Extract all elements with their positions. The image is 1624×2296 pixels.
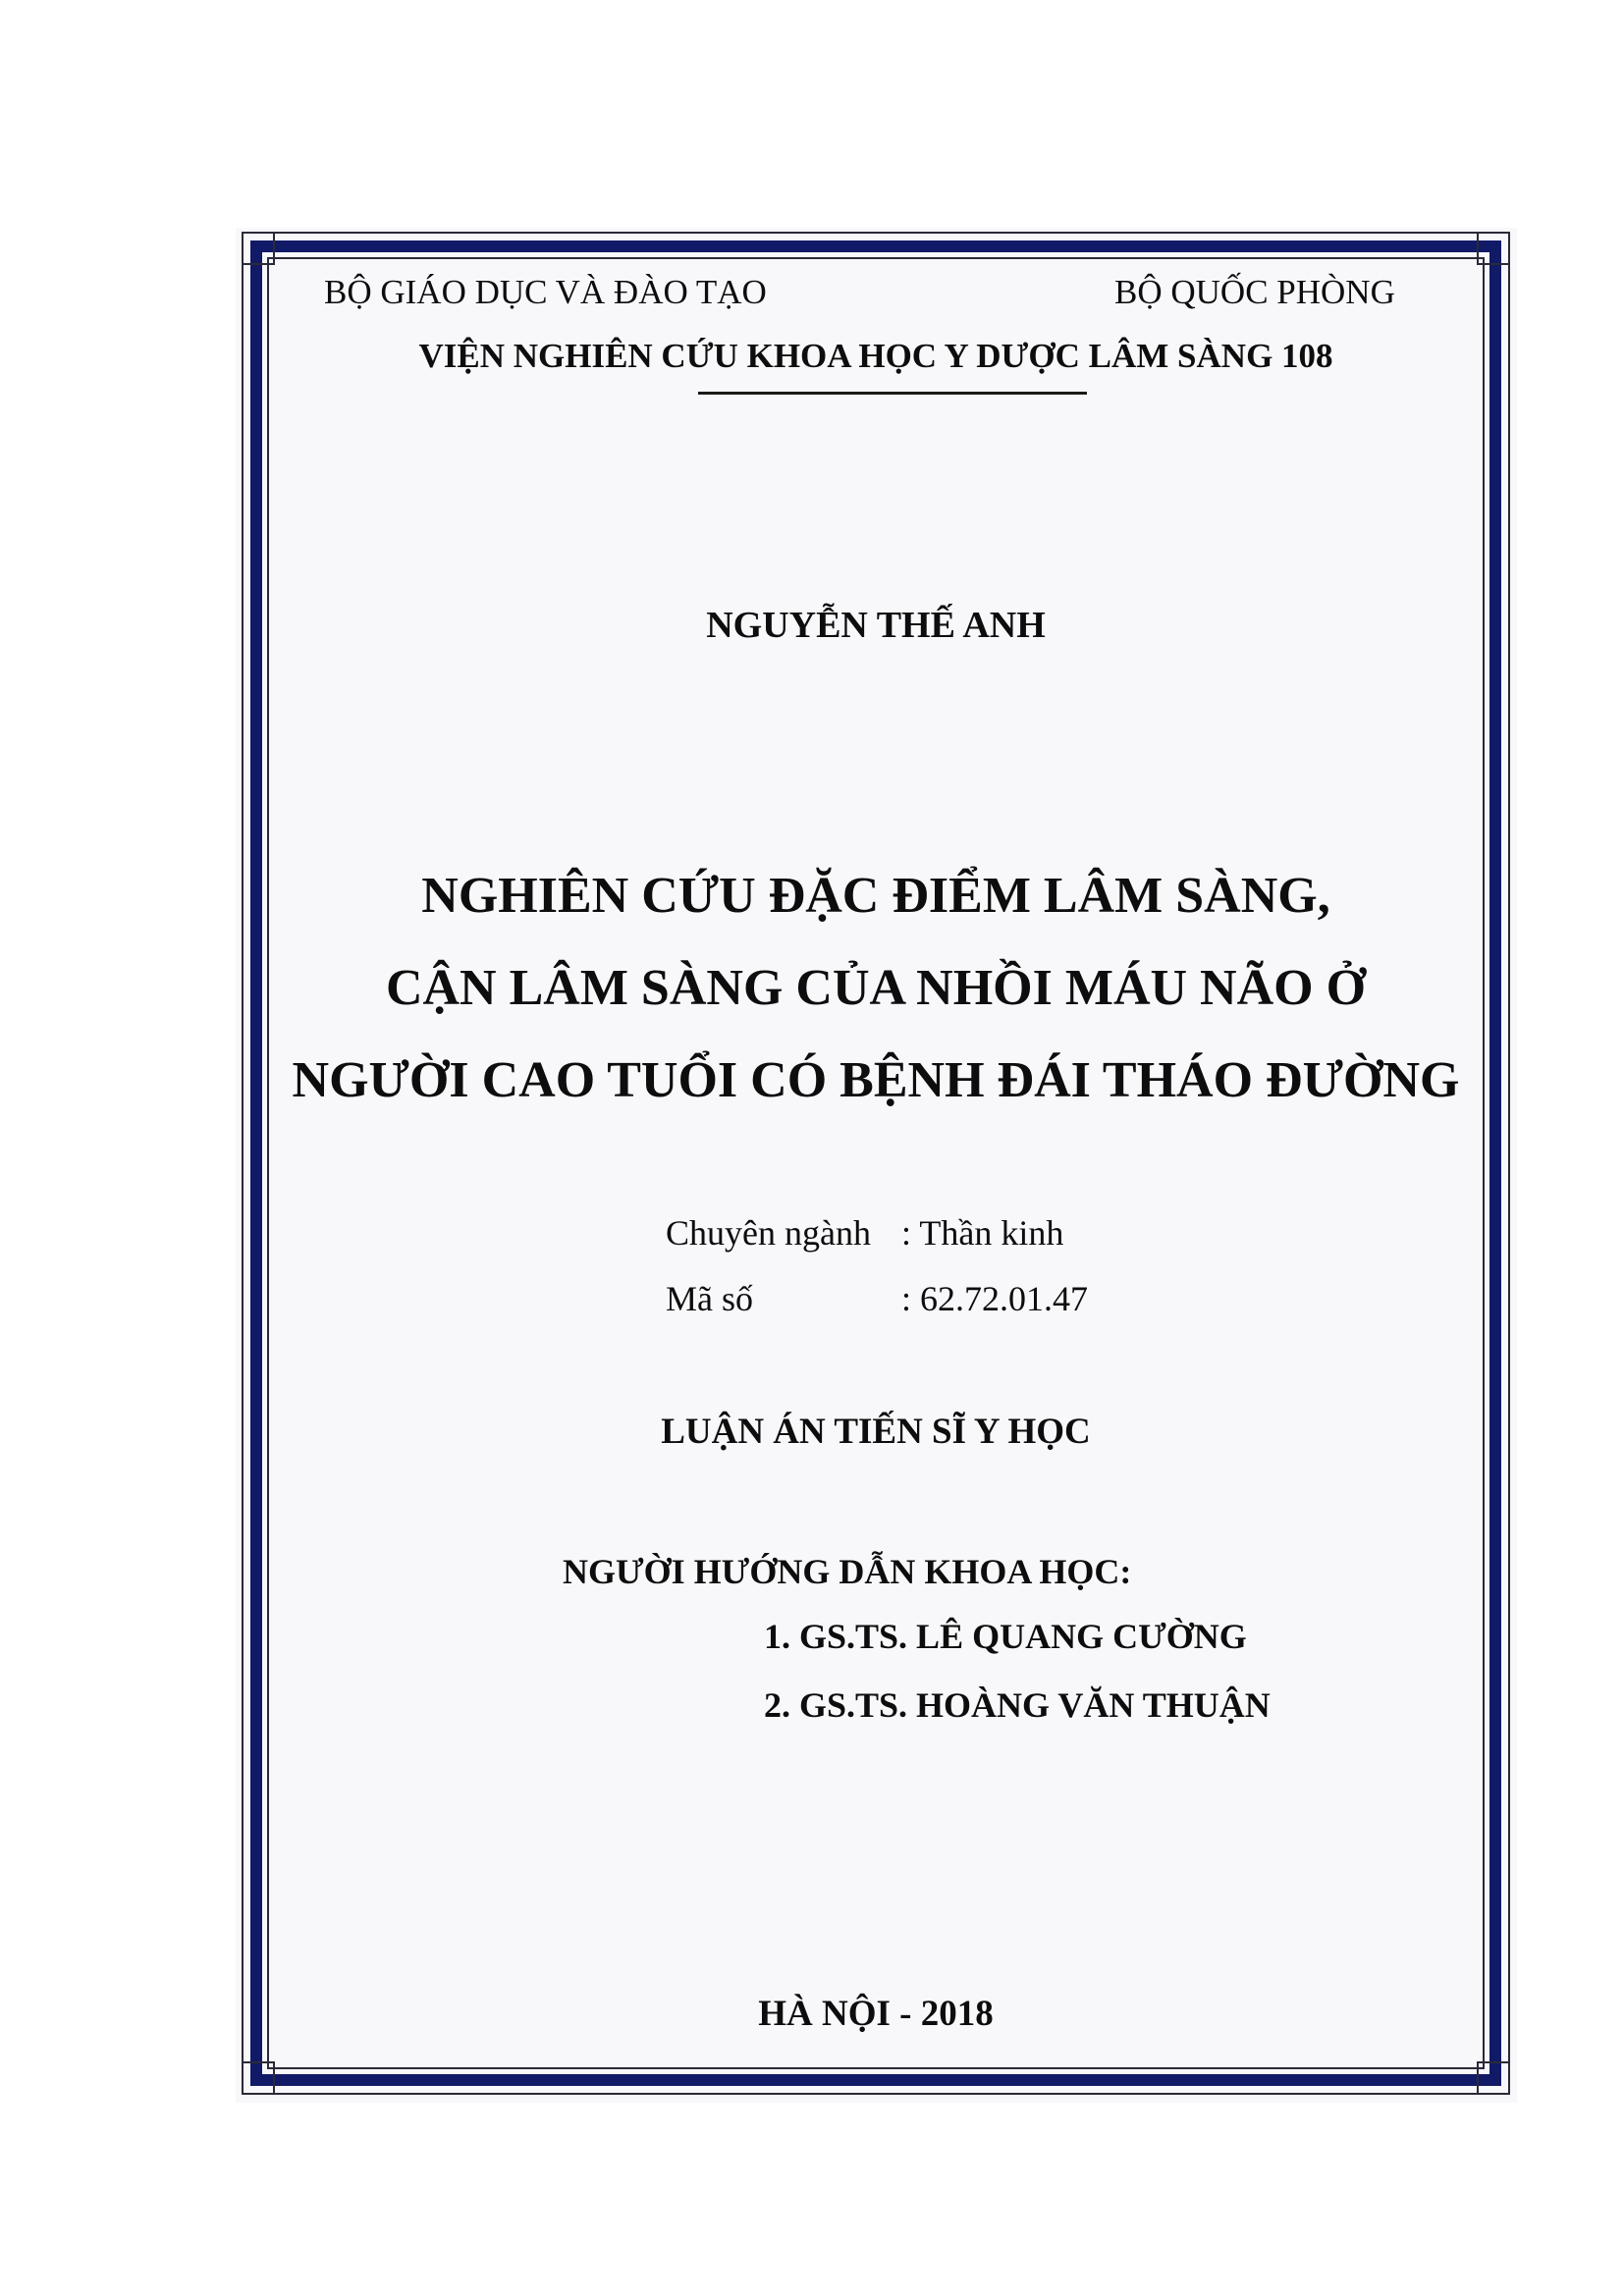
author-name: NGUYỄN THẾ ANH: [706, 605, 1046, 646]
specialty-value: : Thần kinh: [901, 1213, 1064, 1253]
specialty-label: Chuyên ngành: [666, 1213, 871, 1253]
thesis-title-line-1: NGHIÊN CỨU ĐẶC ĐIỂM LÂM SÀNG,: [421, 868, 1330, 924]
ministry-defense: BỘ QUỐC PHÒNG: [1114, 273, 1395, 311]
corner-ornament-bottom-left: [242, 2061, 275, 2095]
thesis-title-line-3: NGƯỜI CAO TUỔI CÓ BỆNH ĐÁI THÁO ĐƯỜNG: [292, 1052, 1460, 1108]
code-value: : 62.72.01.47: [901, 1279, 1089, 1318]
advisor-1: 1. GS.TS. LÊ QUANG CƯỜNG: [764, 1617, 1247, 1656]
institute-underline: [698, 392, 1087, 395]
code-label: Mã số: [666, 1279, 753, 1318]
degree-title: LUẬN ÁN TIẾN SĨ Y HỌC: [661, 1412, 1091, 1452]
ministry-education: BỘ GIÁO DỤC VÀ ĐÀO TẠO: [324, 273, 767, 311]
advisor-2: 2. GS.TS. HOÀNG VĂN THUẬN: [764, 1685, 1271, 1725]
corner-ornament-bottom-right: [1477, 2061, 1510, 2095]
place-and-year: HÀ NỘI - 2018: [758, 1994, 994, 2034]
institute-name: VIỆN NGHIÊN CỨU KHOA HỌC Y DƯỢC LÂM SÀNG 108: [418, 337, 1333, 375]
advisors-heading: NGƯỜI HƯỚNG DẪN KHOA HỌC:: [563, 1552, 1132, 1591]
border-inner-line: [267, 257, 1485, 2069]
thesis-title-line-2: CẬN LÂM SÀNG CỦA NHỒI MÁU NÃO Ở: [385, 960, 1367, 1016]
corner-ornament-top-right: [1477, 232, 1510, 265]
corner-ornament-top-left: [242, 232, 275, 265]
